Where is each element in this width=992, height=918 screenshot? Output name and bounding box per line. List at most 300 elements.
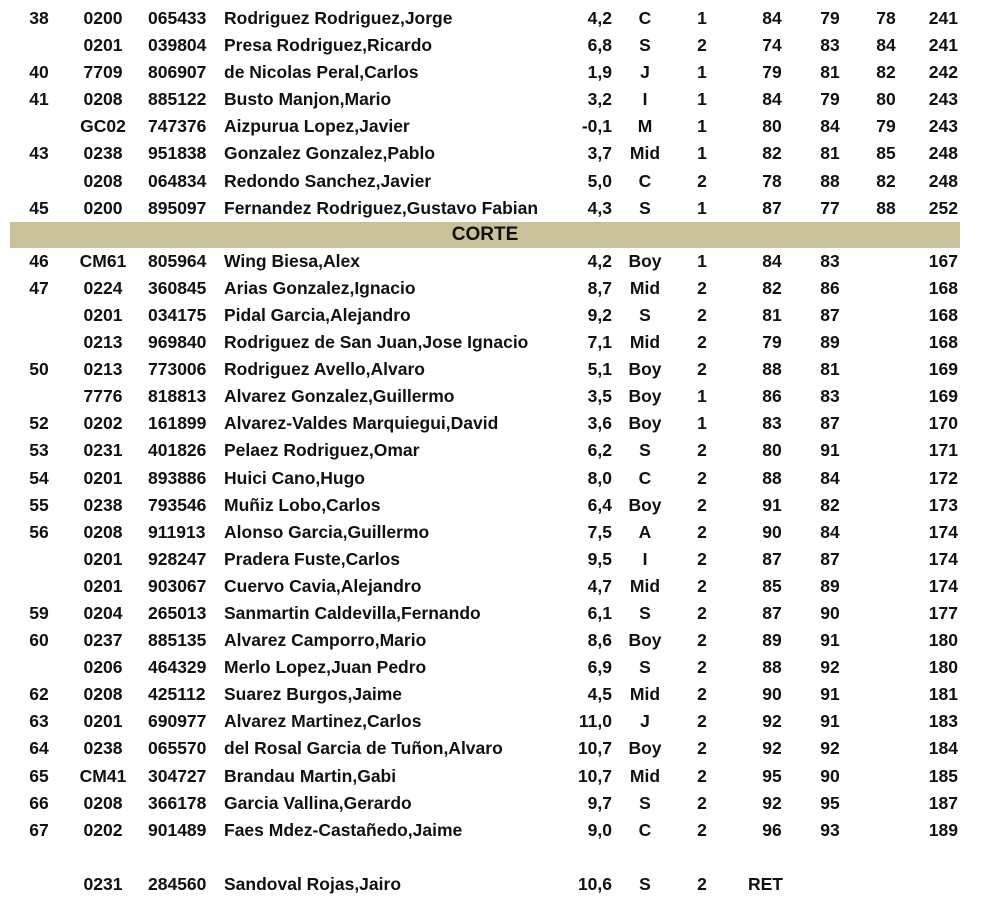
table-row <box>0 573 992 600</box>
total-score-cell: 189 <box>928 819 958 840</box>
player-name-cell: Huici Cano,Hugo <box>224 467 365 488</box>
table-row <box>0 32 992 59</box>
day-cell: 1 <box>697 386 707 407</box>
license-cell: 034175 <box>148 304 207 325</box>
handicap-cell: 6,4 <box>587 494 612 515</box>
player-name-cell: Pelaez Rodriguez,Omar <box>224 440 420 461</box>
round1-score-cell: 86 <box>762 386 782 407</box>
player-name-cell: Presa Rodriguez,Ricardo <box>224 35 433 56</box>
category-cell: Boy <box>628 630 662 651</box>
license-cell: 901489 <box>148 819 207 840</box>
player-name-cell: de Nicolas Peral,Carlos <box>224 62 419 83</box>
total-score-cell: 243 <box>928 89 958 110</box>
total-score-cell: 177 <box>928 602 958 623</box>
round1-score-cell: 78 <box>762 170 782 191</box>
license-cell: 805964 <box>148 250 207 271</box>
club-code-cell: 0238 <box>83 143 123 164</box>
category-cell: Boy <box>628 413 662 434</box>
day-cell: 2 <box>697 711 707 732</box>
position-cell: 53 <box>29 440 49 461</box>
table-row <box>0 465 992 492</box>
handicap-cell: 9,7 <box>587 792 612 813</box>
table-row <box>0 492 992 519</box>
total-score-cell: 174 <box>928 575 958 596</box>
club-code-cell: 0201 <box>83 35 123 56</box>
table-row <box>0 654 992 681</box>
player-name-cell: Alonso Garcia,Guillermo <box>224 521 430 542</box>
round1-score-cell: 90 <box>762 684 782 705</box>
handicap-cell: 1,9 <box>587 62 612 83</box>
round2-score-cell: 88 <box>820 170 840 191</box>
day-cell: 2 <box>697 819 707 840</box>
handicap-cell: -0,1 <box>581 116 612 137</box>
position-cell: 40 <box>29 62 49 83</box>
round3-score-cell: 79 <box>876 116 896 137</box>
handicap-cell: 6,9 <box>587 657 612 678</box>
category-cell: J <box>640 711 650 732</box>
player-name-cell: del Rosal Garcia de Tuñon,Alvaro <box>224 738 503 759</box>
license-cell: 064834 <box>148 170 207 191</box>
handicap-cell: 9,2 <box>587 304 612 325</box>
round1-score-cell: 88 <box>762 657 782 678</box>
total-score-cell: 168 <box>928 277 958 298</box>
player-name-cell: Fernandez Rodriguez,Gustavo Fabian <box>224 197 539 218</box>
cut-label: CORTE <box>451 223 519 245</box>
table-row <box>0 410 992 437</box>
club-code-cell: 0208 <box>83 521 123 542</box>
round2-score-cell: 82 <box>820 494 840 515</box>
position-cell: 50 <box>29 359 49 380</box>
license-cell: 265013 <box>148 602 207 623</box>
round2-score-cell: 86 <box>820 277 840 298</box>
round2-score-cell: 89 <box>820 575 840 596</box>
handicap-cell: 9,5 <box>587 548 612 569</box>
license-cell: 065433 <box>148 8 207 28</box>
round3-score-cell: 84 <box>876 35 896 56</box>
category-cell: Boy <box>628 359 662 380</box>
handicap-cell: 6,8 <box>587 35 612 56</box>
category-cell: Boy <box>628 386 662 407</box>
player-name-cell: Suarez Burgos,Jaime <box>224 684 402 705</box>
total-score-cell: 168 <box>928 304 958 325</box>
position-cell: 65 <box>29 765 49 786</box>
day-cell: 2 <box>697 548 707 569</box>
day-cell: 2 <box>697 630 707 651</box>
handicap-cell: 10,6 <box>577 873 612 894</box>
position-cell: 54 <box>29 467 49 488</box>
handicap-cell: 10,7 <box>577 765 612 786</box>
table-row <box>0 195 992 222</box>
round1-score-cell: 88 <box>762 359 782 380</box>
total-score-cell: 252 <box>928 197 958 218</box>
license-cell: 065570 <box>148 738 207 759</box>
round2-score-cell: 90 <box>820 765 840 786</box>
player-name-cell: Pradera Fuste,Carlos <box>224 548 401 569</box>
day-cell: 2 <box>697 521 707 542</box>
day-cell: 2 <box>697 332 707 353</box>
round3-score-cell: 78 <box>876 8 896 28</box>
total-score-cell: 169 <box>928 359 958 380</box>
table-row <box>0 5 992 32</box>
total-score-cell: 248 <box>928 143 958 164</box>
category-cell: C <box>638 819 652 840</box>
table-row <box>0 627 992 654</box>
round1-score-cell: 92 <box>762 792 782 813</box>
license-cell: 928247 <box>148 548 207 569</box>
handicap-cell: 8,0 <box>587 467 612 488</box>
day-cell: 1 <box>697 143 707 164</box>
table-row <box>0 140 992 167</box>
category-cell: S <box>639 304 651 325</box>
club-code-cell: 0208 <box>83 684 123 705</box>
position-cell: 56 <box>29 521 49 542</box>
license-cell: 747376 <box>148 116 207 137</box>
position-cell: 47 <box>29 277 49 298</box>
round2-score-cell: 84 <box>820 116 840 137</box>
total-score-cell: 242 <box>928 62 958 83</box>
table-row <box>0 735 992 762</box>
player-name-cell: Merlo Lopez,Juan Pedro <box>224 657 427 678</box>
total-score-cell: 173 <box>928 494 958 515</box>
round2-score-cell: 91 <box>820 684 840 705</box>
player-name-cell: Aizpurua Lopez,Javier <box>224 116 410 137</box>
club-code-cell: 0201 <box>83 575 123 596</box>
round2-score-cell: 91 <box>820 440 840 461</box>
license-cell: 425112 <box>148 684 206 705</box>
club-code-cell: 0224 <box>83 277 123 298</box>
player-name-cell: Cuervo Cavia,Alejandro <box>224 575 422 596</box>
day-cell: 2 <box>697 575 707 596</box>
license-cell: 401826 <box>148 440 207 461</box>
category-cell: J <box>640 62 650 83</box>
round3-score-cell: 82 <box>876 62 896 83</box>
category-cell: Mid <box>629 143 661 164</box>
round3-score-cell: 85 <box>876 143 896 164</box>
club-code-cell: 0202 <box>83 413 123 434</box>
round2-score-cell: 81 <box>820 143 840 164</box>
day-cell: 2 <box>697 35 707 56</box>
round2-score-cell: 89 <box>820 332 840 353</box>
category-cell: Mid <box>629 765 661 786</box>
total-score-cell: 248 <box>928 170 958 191</box>
day-cell: 2 <box>697 494 707 515</box>
round1-score-cell: 91 <box>762 494 782 515</box>
table-row <box>0 437 992 464</box>
handicap-cell: 7,5 <box>587 521 612 542</box>
club-code-cell: 0231 <box>83 873 123 894</box>
category-cell: C <box>638 467 652 488</box>
club-code-cell: 0213 <box>83 332 123 353</box>
license-cell: 304727 <box>148 765 207 786</box>
handicap-cell: 3,2 <box>587 89 612 110</box>
table-row <box>0 275 992 302</box>
category-cell: C <box>638 170 652 191</box>
total-score-cell: 183 <box>928 711 958 732</box>
table-row <box>0 113 992 140</box>
club-code-cell: 0201 <box>83 304 123 325</box>
day-cell: 2 <box>697 602 707 623</box>
total-score-cell: 174 <box>928 548 958 569</box>
license-cell: 161899 <box>148 413 207 434</box>
round1-score-cell: 88 <box>762 467 782 488</box>
round3-score-cell: 80 <box>876 89 896 110</box>
round2-score-cell: 83 <box>820 250 840 271</box>
license-cell: 885122 <box>148 89 207 110</box>
player-name-cell: Pidal Garcia,Alejandro <box>224 304 411 325</box>
round3-score-cell: 82 <box>876 170 896 191</box>
round2-score-cell: 84 <box>820 521 840 542</box>
round2-score-cell: 84 <box>820 467 840 488</box>
round2-score-cell: 95 <box>820 792 840 813</box>
player-name-cell: Garcia Vallina,Gerardo <box>224 792 412 813</box>
day-cell: 2 <box>697 304 707 325</box>
club-code-cell: 7776 <box>83 386 123 407</box>
club-code-cell: GC02 <box>80 116 126 137</box>
table-row <box>0 168 992 195</box>
day-cell: 2 <box>697 277 707 298</box>
round2-score-cell: 93 <box>820 819 840 840</box>
round1-score-cell: 87 <box>762 548 782 569</box>
category-cell: A <box>638 521 652 542</box>
player-name-cell: Alvarez Camporro,Mario <box>224 630 427 651</box>
player-name-cell: Muñiz Lobo,Carlos <box>224 494 381 515</box>
round2-score-cell: 87 <box>820 304 840 325</box>
club-code-cell: 0200 <box>83 8 123 28</box>
round1-score-cell: 92 <box>762 711 782 732</box>
license-cell: 366178 <box>148 792 207 813</box>
license-cell: 893886 <box>148 467 207 488</box>
category-cell: Mid <box>629 575 661 596</box>
table-row <box>0 59 992 86</box>
day-cell: 1 <box>697 8 707 28</box>
handicap-cell: 8,6 <box>587 630 612 651</box>
category-cell: S <box>639 657 651 678</box>
handicap-cell: 4,2 <box>587 250 612 271</box>
license-cell: 773006 <box>148 359 207 380</box>
player-name-cell: Faes Mdez-Castañedo,Jaime <box>224 819 463 840</box>
day-cell: 1 <box>697 413 707 434</box>
license-cell: 885135 <box>148 630 207 651</box>
total-score-cell: 185 <box>928 765 958 786</box>
handicap-cell: 4,5 <box>587 684 612 705</box>
category-cell: S <box>639 792 651 813</box>
club-code-cell: 7709 <box>83 62 123 83</box>
club-code-cell: 0202 <box>83 819 123 840</box>
club-code-cell: 0237 <box>83 630 123 651</box>
round2-score-cell: 83 <box>820 35 840 56</box>
category-cell: Mid <box>629 684 661 705</box>
club-code-cell: 0208 <box>83 792 123 813</box>
handicap-cell: 9,0 <box>587 819 612 840</box>
player-name-cell: Rodriguez Rodriguez,Jorge <box>224 8 453 28</box>
table-row <box>0 817 992 844</box>
total-score-cell: 243 <box>928 116 958 137</box>
handicap-cell: 3,5 <box>587 386 612 407</box>
round1-score-cell: 79 <box>762 62 782 83</box>
player-name-cell: Redondo Sanchez,Javier <box>224 170 432 191</box>
day-cell: 1 <box>697 197 707 218</box>
position-cell: 52 <box>29 413 49 434</box>
round1-score-cell: RET <box>748 873 783 894</box>
player-name-cell: Rodriguez Avello,Alvaro <box>224 359 425 380</box>
day-cell: 2 <box>697 440 707 461</box>
total-score-cell: 184 <box>928 738 958 759</box>
round3-score-cell: 88 <box>876 197 896 218</box>
round2-score-cell: 87 <box>820 413 840 434</box>
handicap-cell: 4,3 <box>587 197 612 218</box>
handicap-cell: 3,7 <box>587 143 612 164</box>
position-cell: 66 <box>29 792 49 813</box>
day-cell: 2 <box>697 738 707 759</box>
player-name-cell: Alvarez-Valdes Marquiegui,David <box>224 413 499 434</box>
total-score-cell: 167 <box>928 250 958 271</box>
total-score-cell: 172 <box>928 467 958 488</box>
category-cell: S <box>639 602 651 623</box>
table-row <box>0 546 992 573</box>
position-cell: 43 <box>29 143 49 164</box>
round2-score-cell: 81 <box>820 62 840 83</box>
table-row <box>0 790 992 817</box>
license-cell: 284560 <box>148 873 207 894</box>
round1-score-cell: 82 <box>762 277 782 298</box>
total-score-cell: 241 <box>928 8 958 28</box>
license-cell: 903067 <box>148 575 207 596</box>
round1-score-cell: 89 <box>762 630 782 651</box>
club-code-cell: 0201 <box>83 711 123 732</box>
round1-score-cell: 84 <box>762 89 782 110</box>
license-cell: 895097 <box>148 197 207 218</box>
handicap-cell: 3,6 <box>587 413 612 434</box>
license-cell: 818813 <box>148 386 207 407</box>
club-code-cell: 0238 <box>83 738 123 759</box>
position-cell: 67 <box>29 819 49 840</box>
player-name-cell: Busto Manjon,Mario <box>224 89 392 110</box>
category-cell: Mid <box>629 277 661 298</box>
player-name-cell: Wing Biesa,Alex <box>224 250 360 271</box>
player-name-cell: Arias Gonzalez,Ignacio <box>224 277 416 298</box>
club-code-cell: 0201 <box>83 548 123 569</box>
license-cell: 360845 <box>148 277 207 298</box>
table-row <box>0 708 992 735</box>
category-cell: S <box>639 440 651 461</box>
player-name-cell: Gonzalez Gonzalez,Pablo <box>224 143 436 164</box>
category-cell: Boy <box>628 738 662 759</box>
round2-score-cell: 91 <box>820 711 840 732</box>
day-cell: 2 <box>697 792 707 813</box>
club-code-cell: 0200 <box>83 197 123 218</box>
table-row <box>0 329 992 356</box>
club-code-cell: 0231 <box>83 440 123 461</box>
retired-players <box>0 871 992 898</box>
handicap-cell: 7,1 <box>587 332 612 353</box>
total-score-cell: 181 <box>928 684 958 705</box>
round1-score-cell: 84 <box>762 250 782 271</box>
day-cell: 1 <box>697 89 707 110</box>
player-name-cell: Rodriguez de San Juan,Jose Ignacio <box>224 332 529 353</box>
club-code-cell: 0208 <box>83 170 123 191</box>
cut-line-band <box>10 222 960 248</box>
handicap-cell: 5,0 <box>587 170 612 191</box>
round2-score-cell: 87 <box>820 548 840 569</box>
handicap-cell: 6,2 <box>587 440 612 461</box>
position-cell: 59 <box>29 602 49 623</box>
category-cell: M <box>637 116 653 137</box>
player-name-cell: Brandau Martin,Gabi <box>224 765 397 786</box>
table-row <box>0 302 992 329</box>
results-after-cut <box>0 248 992 844</box>
license-cell: 464329 <box>148 657 207 678</box>
day-cell: 2 <box>697 873 707 894</box>
total-score-cell: 174 <box>928 521 958 542</box>
round2-score-cell: 83 <box>820 386 840 407</box>
round2-score-cell: 90 <box>820 602 840 623</box>
total-score-cell: 169 <box>928 386 958 407</box>
spacer-row <box>0 844 992 871</box>
day-cell: 2 <box>697 467 707 488</box>
position-cell: 64 <box>29 738 49 759</box>
day-cell: 1 <box>697 62 707 83</box>
position-cell: 38 <box>29 8 49 28</box>
club-code-cell: 0201 <box>83 467 123 488</box>
round1-score-cell: 83 <box>762 413 782 434</box>
category-cell: Boy <box>628 250 662 271</box>
results-before-cut <box>0 5 992 222</box>
round1-score-cell: 81 <box>762 304 782 325</box>
total-score-cell: 187 <box>928 792 958 813</box>
category-cell: I <box>642 548 648 569</box>
category-cell: S <box>639 35 651 56</box>
license-cell: 806907 <box>148 62 207 83</box>
club-code-cell: 0208 <box>83 89 123 110</box>
total-score-cell: 180 <box>928 630 958 651</box>
day-cell: 2 <box>697 359 707 380</box>
total-score-cell: 241 <box>928 35 958 56</box>
day-cell: 2 <box>697 170 707 191</box>
day-cell: 2 <box>697 765 707 786</box>
table-row <box>0 763 992 790</box>
handicap-cell: 6,1 <box>587 602 612 623</box>
round1-score-cell: 95 <box>762 765 782 786</box>
position-cell: 60 <box>29 630 49 651</box>
round1-score-cell: 92 <box>762 738 782 759</box>
round1-score-cell: 79 <box>762 332 782 353</box>
handicap-cell: 10,7 <box>577 738 612 759</box>
round1-score-cell: 80 <box>762 116 782 137</box>
license-cell: 951838 <box>148 143 207 164</box>
category-cell: S <box>639 197 651 218</box>
club-code-cell: CM41 <box>79 765 127 786</box>
player-name-cell: Alvarez Gonzalez,Guillermo <box>224 386 455 407</box>
position-cell: 55 <box>29 494 49 515</box>
handicap-cell: 11,0 <box>578 711 612 732</box>
handicap-cell: 5,1 <box>587 359 612 380</box>
license-cell: 793546 <box>148 494 207 515</box>
club-code-cell: 0206 <box>83 657 123 678</box>
club-code-cell: CM61 <box>79 250 127 271</box>
round2-score-cell: 79 <box>820 89 840 110</box>
table-row <box>0 681 992 708</box>
table-row <box>0 383 992 410</box>
table-row <box>0 356 992 383</box>
total-score-cell: 180 <box>928 657 958 678</box>
club-code-cell: 0213 <box>83 359 123 380</box>
round1-score-cell: 80 <box>762 440 782 461</box>
player-name-cell: Sanmartin Caldevilla,Fernando <box>224 602 481 623</box>
round1-score-cell: 85 <box>762 575 782 596</box>
round2-score-cell: 91 <box>820 630 840 651</box>
position-cell: 41 <box>29 89 49 110</box>
table-row <box>0 519 992 546</box>
